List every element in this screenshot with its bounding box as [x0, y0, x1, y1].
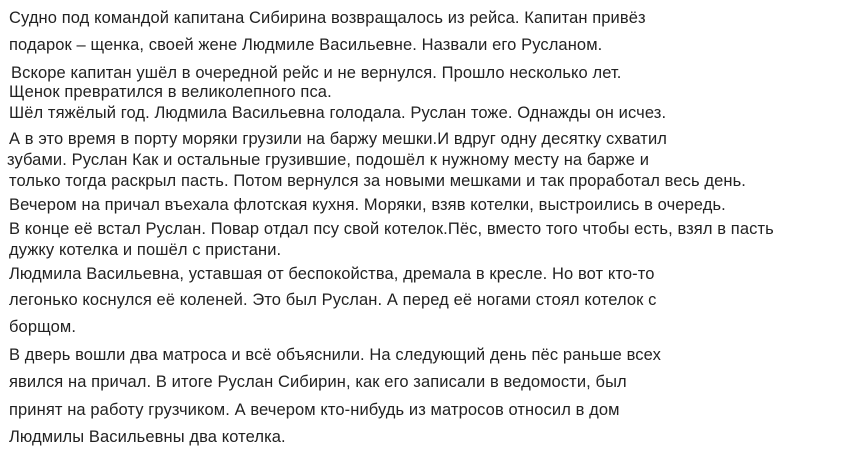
text-line: Щенок превратился в великолепного пса. — [9, 83, 332, 101]
text-line: только тогда раскрыл пасть. Потом вернулся за новыми мешками и так проработал весь день. — [9, 172, 746, 190]
text-line: В дверь вошли два матроса и всё объяснили. На следующий день пёс раньше всех — [9, 346, 661, 364]
text-line: Вечером на причал въехала флотская кухня. Моряки, взяв котелки, выстроились в очередь. — [9, 196, 726, 214]
text-line: А в это время в порту моряки грузили на баржу мешки.И вдруг одну десятку схватил — [9, 130, 667, 148]
text-line: Шёл тяжёлый год. Людмила Васильевна голодала. Руслан тоже. Однажды он исчез. — [9, 104, 667, 122]
text-line: Вскоре капитан ушёл в очередной рейс и не вернулся. Прошло несколько лет. — [11, 64, 622, 82]
text-line: явился на причал. В итоге Руслан Сибирин, как его записали в ведомости, был — [9, 373, 627, 391]
text-line: дужку котелка и пошёл с пристани. — [9, 241, 282, 259]
text-line: В конце её встал Руслан. Повар отдал псу свой котелок.Пёс, вместо того чтобы есть, взял в пасть — [9, 220, 774, 238]
text-line: легонько коснулся её коленей. Это был Руслан. А перед её ногами стоял котелок с — [9, 291, 657, 309]
text-line: Судно под командой капитана Сибирина возвращалось из рейса. Капитан привёз — [9, 9, 646, 27]
text-line: подарок – щенка, своей жене Людмиле Васильевне. Назвали его Русланом. — [9, 36, 603, 54]
text-line: Людмилы Васильевны два котелка. — [9, 428, 286, 446]
text-line: зубами. Руслан Как и остальные грузившие, подошёл к нужному месту на барже и — [7, 151, 650, 169]
text-line: борщом. — [9, 318, 76, 336]
text-line: Людмила Васильевна, уставшая от беспокойства, дремала в кресле. Но вот кто-то — [9, 265, 655, 283]
text-line: принят на работу грузчиком. А вечером кто-нибудь из матросов относил в дом — [9, 401, 620, 419]
